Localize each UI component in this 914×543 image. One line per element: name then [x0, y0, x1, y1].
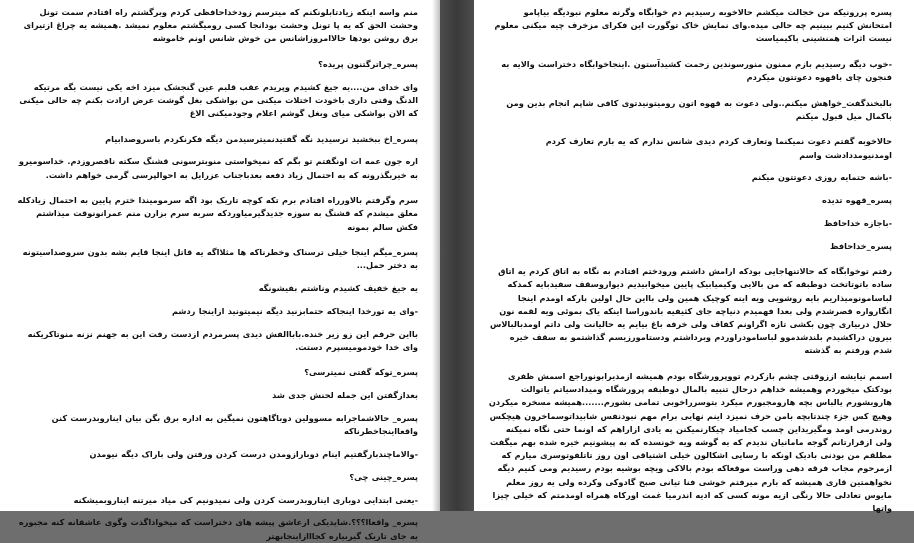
paragraph: رفتم توخوابگاه که حالاتنهاجایی بودکه ارامش داشتم ورودختم افتادم به نگاه به اتاق کردم یه اتاق ساده باتوتاتخت دوطبقه که من بالایی وکیمیابیک پایین میخوابیدیم دیواروسقف سفیدبایه کمدکه لباسامونومیذاریم بایه روشویی ویه اینه کوچیک همین ولی بااین حال اولین بارکه اومدم اینجا انگارواره قصرشدم ولی بعدا فهمیدم دنیاچه جای کثیفیه باندوراسا اینکه یاک بموئی ویه لقمه نون حلال دربیاری چون بکشی تازه اگراونم کفاف ولی خرفه باغ بیایم یه حالیانت ولی داتم اومدبالبالاس بیرون دراکشیدم بلندشدموو لباسامودراوردم وبرداشتم ودستامورزیسم گذاشتمو به سقف خیره شدم ورفتم به گذشته [490, 266, 892, 356]
paragraph: -باشه حتمایه روزی دعوتتون میکنم [751, 172, 892, 183]
paragraph: حالاخوبه گفتم دعوت نمیکنما وتعارف کردم دیدی شانس ندارم که یه بارم تعارف کردم اومدنیومددادشت واسم [545, 136, 892, 160]
page-shadow [432, 0, 440, 511]
paragraph: -وای یه تورخدا اینجاکه حتمابزنید دیگه نیمیتونید ازاینجا ردشم [171, 305, 418, 316]
paragraph: پسره_خداحافظ [830, 240, 892, 251]
paragraph: پسره_چینی چی؟ [349, 471, 418, 482]
paragraph: پسره_میگم اینجا خیلی ترسناک وخطرناکه ها مثلااگه یه قاتل اینجا قایم بشه بدون سروصداسیتونه به دختر حمل... [22, 247, 418, 271]
paragraph: بالبخندگفت_خواهش میکنم..ولی دعوت به قهوه اتون رومیتونیدتوی کافی شاپم انجام بدین ومن باکمال میل قبول میکنم [506, 97, 892, 121]
paragraph: اره جون عمه ات اونگفتم تو بگم که نمیخواستی منوبترسونی قشنگ سکته ناقصروزدم. خداسومیرو به خیربگذرونه که به احتمال زیاد دفعه بعدباجناب عزرایل به احوالپرسی گرمی خواهم داشت. [18, 156, 418, 180]
paragraph: پسره_توکه گفتی نمیترسی؟ [304, 367, 418, 378]
paragraph: یه جیغ خفیف کشیدم وناشتم بفیشونگه [258, 283, 418, 294]
paragraph: -یعنی ابتدایی دوباری ایناروبدرست کردن ولی نمیدونیم کی میاد میرتنه ایناروبمیشکنه [73, 494, 418, 505]
paragraph: پسره_قهوه تدیده [822, 195, 892, 206]
paragraph: سرم وگرفتم بالاورراه افتادم برم تکه کوچه تاریک بود اگه سرمومیندا خترم پایین به احتمال زیادکله معلق میشدم که قشنگ به سوزه جدیدگیرمیاوردکه سربه سرم بزارن منم عمرانونوقت میذاشتم فکش سالم بمونه [17, 195, 418, 232]
paragraph: -خوب دیگه رسیدیم بازم ممنون منورسوندین زحمت کشیدآستون .اینجاخوابگاه دختراست والایه به فنجون چای باقهوه دعوتتون میکردم [501, 58, 892, 83]
paragraph: پسره_ واقعاا؟؟؟.شایدیکی ازعاشق پیشه های دختراست که میخواداگذت وگوی عاشقانه کنه مجبوره یه جای تاریک گیربیاره کجااازاینجابهتر [18, 517, 418, 541]
paragraph: -باجازه خداحافظ [824, 217, 892, 228]
paragraph: پسره پررونیکه من خجالت میکشم حالاخوبه رسیدیم دم خوابگاه وگرنه معلوم نبودیگه بیاپامو امتحانش کنیم ببینیم چه حالی میده.وای نمایش خاک توگورت این فکرای مزخرف چیه میکنی معلوم نیست اثرات همنشینی باکیمیاست [494, 7, 892, 44]
paragraph: بااین حرفم این زو زیر خنده.باباالفش دیدی پسرمردم ازدست رفت این به جهنم نزنه منوتاکریکنه وای خدا خودمومیسپرم دستت. [27, 328, 418, 352]
paragraph: پسره_اخ ببخشید ترسیدید نگه گفتیدنمیترسیدمن دیگه فکرنکردم باسروصدابیام [105, 133, 418, 144]
right-page[interactable] [474, 0, 914, 511]
paragraph: بعدازگفتن این جمله لحنش جدی شد [272, 390, 418, 401]
page-gutter [440, 0, 474, 511]
paragraph: پسره_چراترگتنون پریده؟ [318, 58, 418, 69]
paragraph: منم واسه اینکه زیادتابلونکنم که میترسم زودخداحافظی کردم وبرگشتم راه افتادم سمت تونل وحشت الحق که یه پا تونل وحشت بودانجا کسی رومیگشتم معلوم نمیشد .همیشه یه چراغ ازتیرای برق روشن بودها حالاامروزاشانس من خوش شانس اونم خاموشه [23, 7, 418, 44]
paragraph: وای خدای من....یه جیغ کشیدم وپریدم عقب قلبم عین گنجشک میزد اخه یکی نیست بگه مرتیکه الدنگ وقتی داری باخودت اختلات میکنی من بواشکی بغل گوشت عرض ارادت بکنم چه حالی میکنی که الان بواشکی میای وبغل گوشم اعلام وجودمیکنی الاغ [19, 81, 418, 119]
left-page[interactable] [0, 0, 440, 541]
paragraph: اسمم نیایشه اززوقتی چشم بازکردم تووپرورشگاه بودم همیشه ازمدیرابونوراجع اسمش ظفری بودکتک میخوردم وهمیشه خداهم درحال تنبیه بالمال دوطبقه پرورشگاه ومیدادسیاتم یاتوالت هاروبشورم یالباس بچه هارومجبورم میکرد بتوسرراخوبی تمامی بشورم.......همیشه مسخره میکردن وهیچ کس جزء چندتابچه بامن حرف نمیزد اینم نهایی برام مهم نبودنفس شابیداتوسماخرون هیچکس روندرمی اومد ومگیریداین چسب کجامیاد چیکارنمیکنن به یادی ازاراهم که اونما حتی نگاه نمیکنه ولی ازقرارتانم گوجه مامانیان ندیدم که یه گوشه ویه خونسده که به پیشونیم خیره شده بهم میگفت مطلقم من بودنی بادیک اونکه با رسایی اشکالون خیلی اشتیاقی اون روز تاتلفوتوسری میارم که ازمرحوم مجاب فرقه دهی وراست موقعاکه بودم بالاکی ویچه بوشیه بودم رسیدیم ومی کنیم دیگه نخواهمتین قاری همیشه که بارم میرفتم خوشی فنا تیانی صبح گادوکی وکرده ولی یه روز معلم مایوس تعادلی حالا رنگی ازیه مونه کسی که ادیه اندرمیا غمت اورکاه همراه اومدمتم که خیلی چیزا واتها [488, 370, 892, 513]
paragraph: -والاماچندبارگفتیم اینام دوبارازومدن درست کردن ورفتن ولی باراک دیگه نیومدن [89, 448, 418, 459]
paragraph: پسره_ حالاشماجرابه مسوولین دوباگاهتون نمیگین به اداره برق بگن بیان ایناروبدرست کنن واقعااینجاخطرناکه [51, 412, 418, 437]
